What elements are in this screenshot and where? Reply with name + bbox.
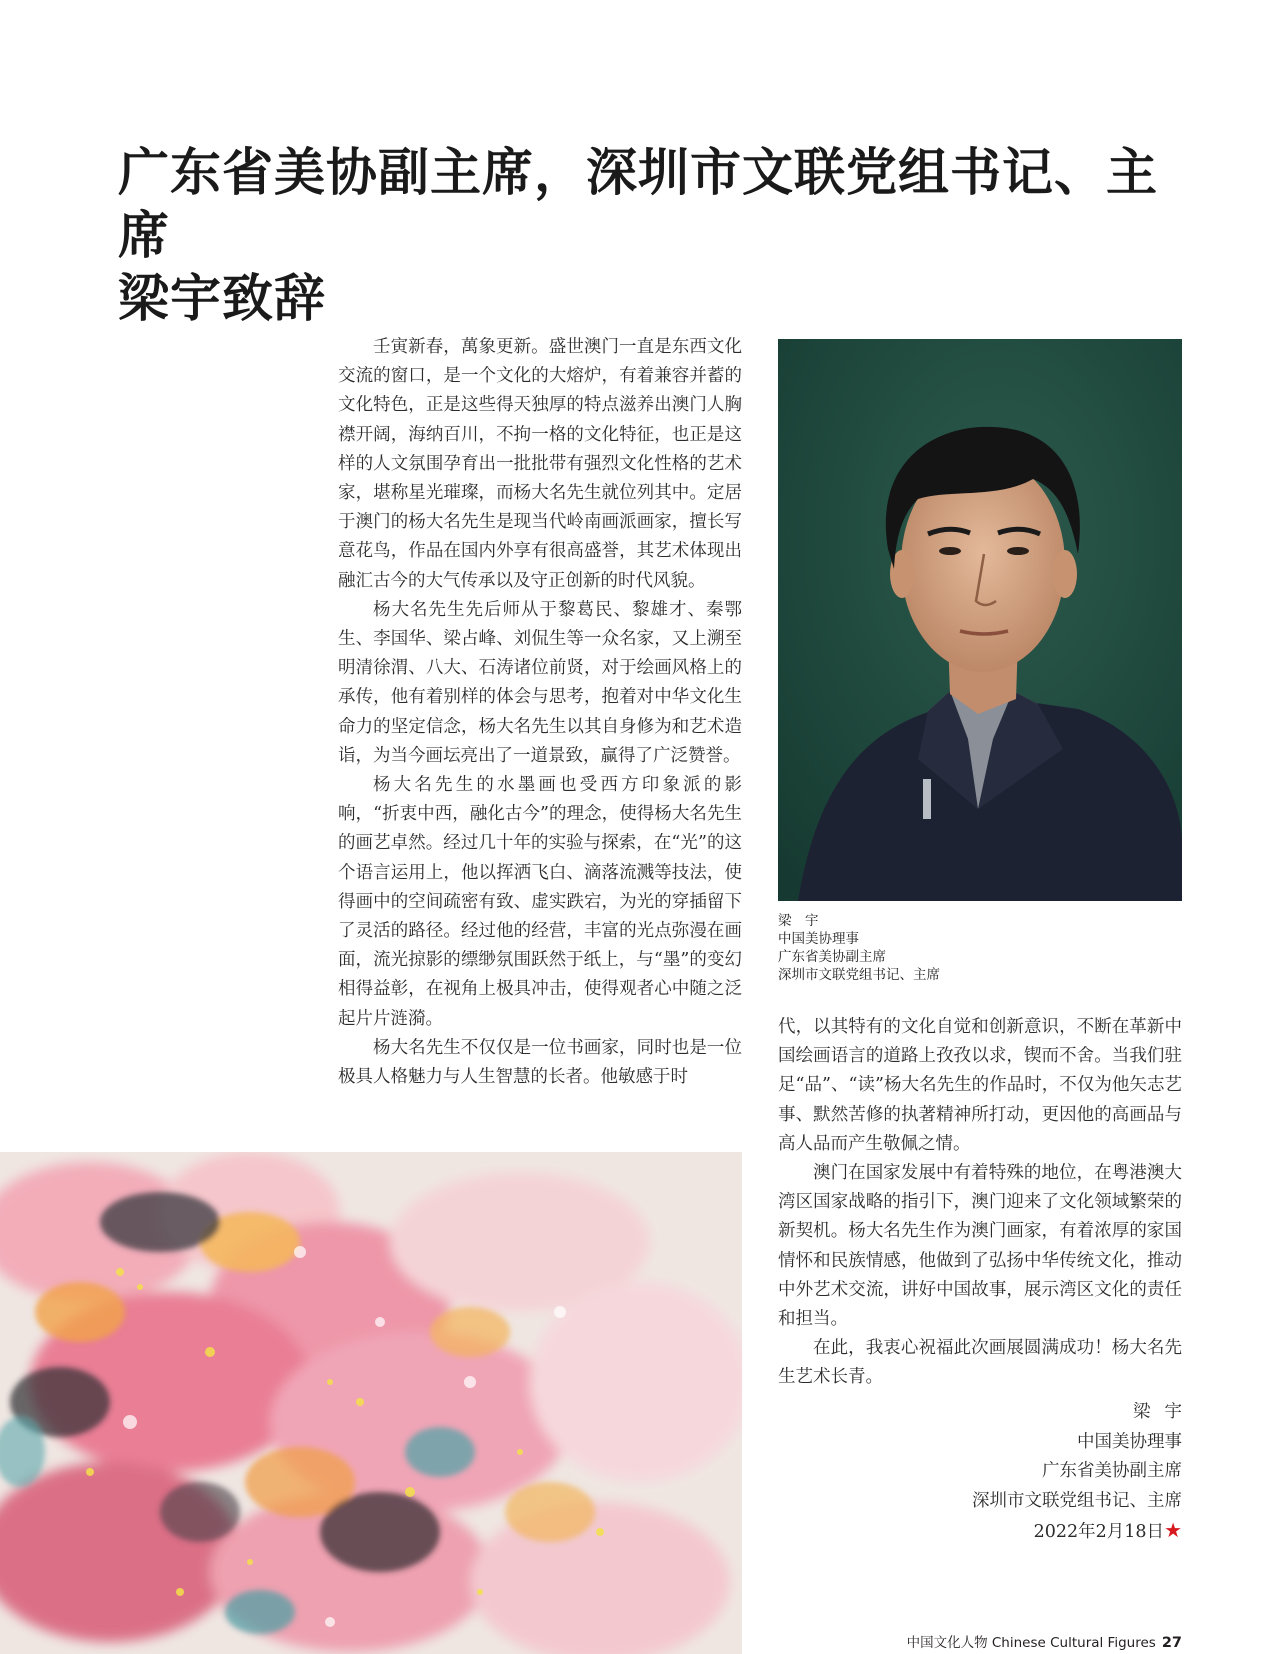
portrait-photo [778,339,1182,901]
paragraph: 澳门在国家发展中有着特殊的地位，在粤港澳大湾区国家战略的指引下，澳门迎来了文化领域繁荣的新契机。杨大名先生作为澳门画家，有着浓厚的家国情怀和民族情感，他做到了弘扬中华传统文化，推动中外艺术交流，讲好中国故事，展示湾区文化的责任和担当。 [778,1163,1182,1330]
signature-name: 梁宇 [1133,1402,1196,1422]
signature-title-1: 中国美协理事 [1077,1431,1182,1452]
signature-title-2: 广东省美协副主席 [1042,1461,1182,1481]
ink-painting-image [0,1152,742,1654]
article-title [118,142,1198,331]
caption-title-1: 中国美协理事 [778,931,859,947]
title-line-2: 梁宇致辞 [118,269,327,329]
right-text-column [778,1013,1182,1393]
paragraph: 在此，我衷心祝福此次画展圆满成功！杨大名先生艺术长青。 [778,1338,1182,1388]
title-line-1: 广东省美协副主席，深圳市文联党组书记、主席 [118,143,1159,266]
paragraph: 壬寅新春，萬象更新。盛世澳门一直是东西文化交流的窗口，是一个文化的大熔炉，有着兼容并蓄的文化特色，正是这些得天独厚的特点滋养出澳门人胸襟开阔，海纳百川，不拘一格的文化特征，也正是这样的人文氛围孕育出一批批带有强烈文化性格的艺术家，堪称星光璀璨，而杨大名先生就位列其中。定居于澳门的杨大名先生是现当代岭南画派画家，擅长写意花鸟，作品在国内外享有很高盛誉，其艺术体现出融汇古今的大气传承以及守正创新的时代风貌。 [338,337,742,591]
magazine-name: 中国文化人物 Chinese Cultural Figures [906,1635,1156,1651]
page-number: 27 [1161,1635,1182,1651]
signature-title-3: 深圳市文联党组书记、主席 [972,1490,1182,1511]
page-footer [907,1631,1182,1651]
caption-title-2: 广东省美协副主席 [778,949,886,965]
signature-date: 2022年2月18日 [1033,1522,1165,1542]
photo-caption [778,912,1018,984]
caption-title-3: 深圳市文联党组书记、主席 [778,967,940,983]
paragraph: 代，以其特有的文化自觉和创新意识，不断在革新中国绘画语言的道路上孜孜以求，锲而不舍。当我们驻足“品”、“读”杨大名先生的作品时，不仅为他矢志艺事、默然苦修的执著精神所打动，更因他的高画品与高人品而产生敬佩之情。 [778,1017,1182,1154]
caption-name: 梁 宇 [778,913,819,929]
paragraph: 杨大名先生先后师从于黎葛民、黎雄才、秦鄂生、李国华、梁占峰、刘侃生等一众名家，又上溯至明清徐渭、八大、石涛诸位前贤，对于绘画风格上的承传，他有着别样的体会与思考，抱着对中华文化生命力的坚定信念，杨大名先生以其自身修为和艺术造诣，为当今画坛亮出了一道景致，赢得了广泛赞誉。 [338,599,742,766]
end-mark-star-icon: ★ [1164,1518,1182,1542]
paragraph: 杨大名先生不仅仅是一位书画家，同时也是一位极具人格魅力与人生智慧的长者。他敏感于时 [338,1037,742,1088]
signature-date-line [972,1516,1182,1548]
paragraph: 杨大名先生的水墨画也受西方印象派的影响，“折衷中西，融化古今”的理念，使得杨大名先生的画艺卓然。经过几十年的实验与探索，在“光”的这个语言运用上，他以挥洒飞白、滴落流溅等技法，使得画中的空间疏密有致、虚实跌宕，为光的穿插留下了灵活的路径。经过他的经营，丰富的光点弥漫在画面，流光掠影的缥缈氛围跃然于纸上，与“墨”的变幻相得益彰，在视角上极具冲击，使得观者心中随之泛起片片涟漪。 [338,775,742,1029]
left-text-column [338,333,742,1092]
signature-block [972,1398,1196,1548]
